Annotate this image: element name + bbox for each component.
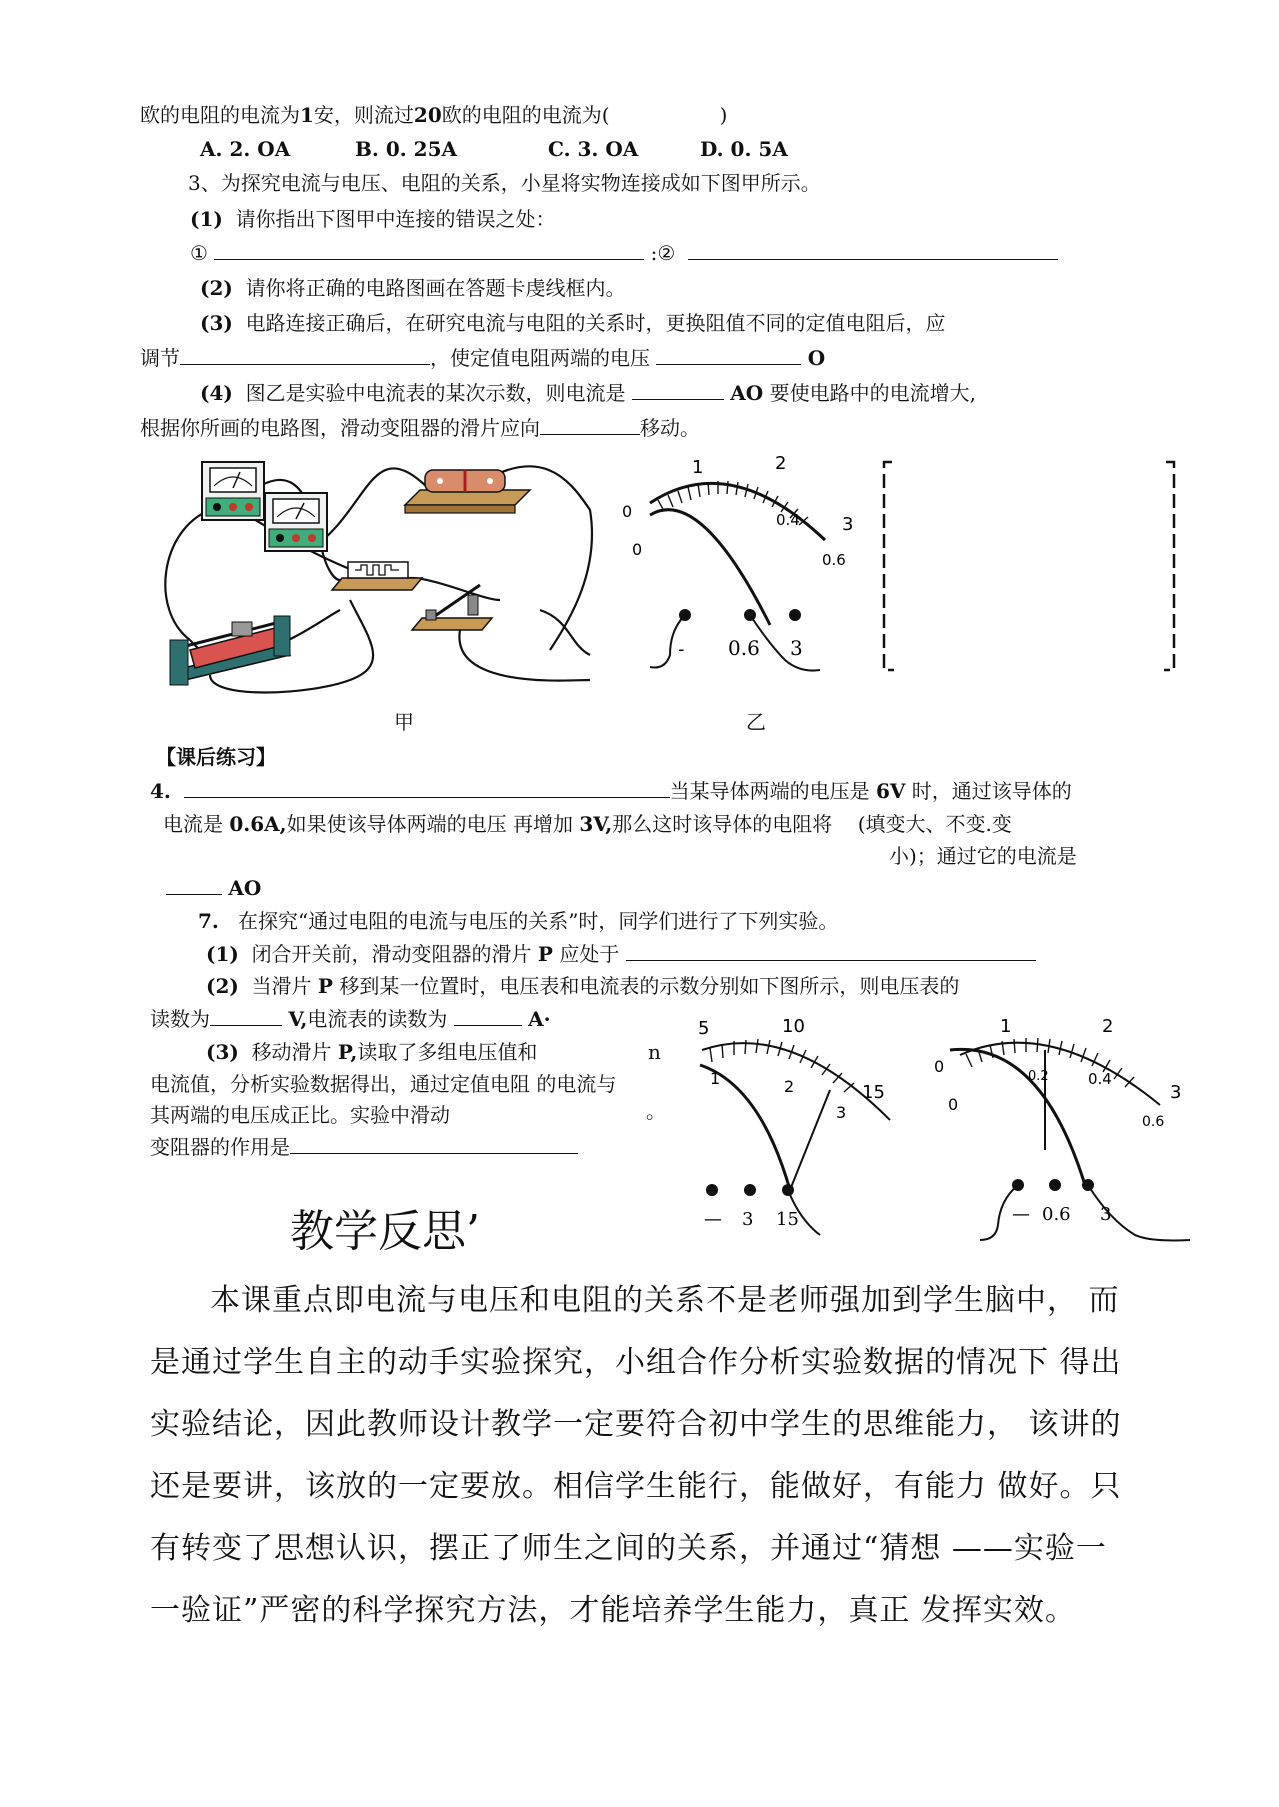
q7-part2-line2: 读数为 V,电流表的读数为 A· [150, 1007, 551, 1031]
q3-part2: (2) 请你将正确的电路图画在答题卡虔线框内。 [200, 276, 626, 300]
q3-part3-line2: 调节 ，使定值电阻两端的电压 O [140, 346, 826, 370]
ammeter2-label-b2: 0.4 [1088, 1070, 1112, 1088]
dial-label-bottom-2: 0.6 [822, 551, 846, 569]
voltmeter-icon [265, 493, 327, 551]
q3-blank-1[interactable] [214, 241, 644, 260]
q7-part2: (2) 当滑片 P 移到某一位置时，电压表和电流表的示数分别如下图所示，则电压表的 [206, 974, 960, 998]
dial-label-bottom-1: 0.4 [776, 511, 800, 529]
q4-line3: 小)；通过它的电流是 [889, 844, 1077, 868]
q3-blank-6[interactable] [540, 416, 640, 435]
reflection-line-6: 一验证”严密的科学探究方法，才能培养学生能力，真正 发挥实效。 [150, 1593, 1076, 1628]
section-title: 【课后练习】 [156, 745, 276, 769]
terminal-label-06: 0.6 [728, 636, 760, 660]
q7-part3-dot: 。 [646, 1099, 666, 1123]
ammeter2-terminal-3: 3 [1100, 1204, 1112, 1225]
switch-icon [412, 585, 492, 630]
reflection-title: 教学反思’ [290, 1206, 480, 1257]
ammeter-dial-figure [610, 455, 880, 675]
q7-blank-4[interactable] [290, 1135, 578, 1154]
voltmeter-label-b2: 2 [784, 1077, 795, 1096]
q4-blank-2[interactable] [166, 876, 222, 895]
dial-label-zero: 0 [622, 502, 633, 521]
q3-part4: (4) 图乙是实验中电流表的某次示数，则电流是 AO 要使电路中的电流增大, [200, 381, 976, 405]
answer-box[interactable] [880, 460, 1180, 675]
q3-part1: (1) 请你指出下图甲中连接的错误之处： [190, 207, 556, 231]
circuit-figure [150, 450, 600, 700]
dial-label-bottom-0: 0 [632, 540, 643, 559]
voltmeter-terminal-neg: — [704, 1209, 722, 1230]
voltmeter-terminal-3: 3 [742, 1209, 754, 1230]
terminal-label-neg: - [678, 639, 685, 660]
q7-part3: (3) 移动滑片 P,读取了多组电压值和 [206, 1040, 538, 1064]
voltmeter-label-15: 15 [862, 1082, 885, 1103]
q2-choice-c: C. 3. OA [548, 137, 639, 161]
q2-choice-b: B. 0. 25A [355, 137, 458, 161]
dial-needle [650, 510, 770, 625]
reflection-line-3: 实验结论，因此教师设计教学一定要符合初中学生的思维能力， 该讲的 [150, 1407, 1122, 1442]
ammeter2-label-2: 2 [1102, 1016, 1114, 1037]
q4-blank-1[interactable] [184, 779, 670, 798]
dial-label-top-2: 2 [775, 455, 787, 474]
ammeter-dial-figure-2 [920, 1010, 1200, 1250]
q7-blank-1[interactable] [626, 942, 1036, 961]
q7-stem: 7. 在探究“通过电阻的电流与电压的关系”时，同学们进行了下列实验。 [198, 909, 839, 933]
reflection-line-5: 有转变了思想认识，摆正了师生之间的关系，并通过“猜想 ——实验一 [150, 1531, 1107, 1566]
q7-part3-line2: 电流值，分析实验数据得出，通过定值电阻 的电流与 [150, 1072, 617, 1096]
battery-icon [405, 470, 530, 513]
q3-blank-5[interactable] [632, 381, 724, 400]
voltmeter-label-b3: 3 [836, 1103, 847, 1122]
voltmeter-label-b1: 1 [710, 1069, 721, 1088]
q3-blank-3[interactable] [180, 346, 430, 365]
voltmeter-label-5: 5 [698, 1018, 710, 1039]
q7-part3-line4: 变阻器的作用是 [150, 1134, 578, 1160]
q4-line4: AO [166, 875, 261, 901]
q7-blank-3[interactable] [454, 1007, 522, 1026]
q3-part4-line2: 根据你所画的电路图，滑动变阻器的滑片应向 移动。 [140, 416, 700, 440]
rheostat-icon [170, 616, 290, 685]
q3-stem: 3、为探究电流与电压、电阻的关系，小星将实物连接成如下图甲所示。 [188, 171, 821, 195]
ammeter2-label-b1: 0.2 [1028, 1069, 1049, 1084]
ammeter2-label-zero: 0 [934, 1057, 945, 1076]
q7-part3-line3: 其两端的电压成正比。实验中滑动 [150, 1103, 450, 1127]
terminal-3 [789, 609, 801, 621]
ammeter2-terminal-06: 0.6 [1042, 1204, 1071, 1225]
voltmeter-needle [790, 1090, 830, 1190]
q3-part1-blanks: ① :② [190, 240, 1058, 266]
q3-part3: (3) 电路连接正确后，在研究电流与电阻的关系时，更换阻值不同的定值电阻后，应 [200, 311, 946, 335]
ammeter2-label-b3: 0.6 [1142, 1114, 1165, 1130]
q3-blank-2[interactable] [688, 241, 1058, 260]
terminal-label-3: 3 [790, 636, 803, 660]
q2-line: 欧的电阻的电流为1安，则流过20欧的电阻的电流为( ) [140, 103, 728, 127]
q3-blank-4[interactable] [656, 346, 801, 365]
reflection-line-2: 是通过学生自主的动手实验探究，小组合作分析实验数据的情况下 得出 [150, 1345, 1122, 1380]
reflection-line-4: 还是要讲，该放的一定要放。相信学生能行，能做好，有能力 做好。只 [150, 1469, 1122, 1504]
q4-line1: 4. 当某导体两端的电压是 6V 时，通过该导体的 [150, 779, 1072, 803]
ammeter2-label-1: 1 [1000, 1016, 1012, 1037]
reflection-line-1: 本课重点即电流与电压和电阻的关系不是老师强加到学生脑中， 而 [210, 1283, 1120, 1318]
voltmeter-dial-figure [690, 1010, 920, 1250]
q7-part3-n: n [648, 1040, 661, 1064]
ammeter2-label-b0: 0 [948, 1095, 959, 1114]
q7-blank-2[interactable] [210, 1007, 282, 1026]
q4-line2: 电流是 0.6A,如果使该导体两端的电压 再增加 3V,那么这时该导体的电阻将 (填变大、不变.变 [163, 812, 1012, 836]
caption-yi: 乙 [746, 710, 766, 734]
q7-part1: (1) 闭合开关前，滑动变阻器的滑片 P 应处于 [206, 941, 1036, 967]
dial-label-top-1: 1 [692, 457, 704, 478]
q2-choice-a: A. 2. OA [200, 137, 291, 161]
dial-label-top-3: 3 [842, 514, 854, 535]
ammeter2-label-3: 3 [1170, 1082, 1182, 1103]
ammeter2-terminal-neg: — [1012, 1204, 1030, 1225]
ammeter-arc-2 [950, 1049, 1085, 1185]
caption-jia: 甲 [394, 710, 414, 734]
voltmeter-label-10: 10 [782, 1016, 805, 1037]
ammeter-icon [202, 462, 264, 520]
voltmeter-terminal-15: 15 [776, 1209, 799, 1230]
q2-choice-d: D. 0. 5A [700, 137, 788, 161]
